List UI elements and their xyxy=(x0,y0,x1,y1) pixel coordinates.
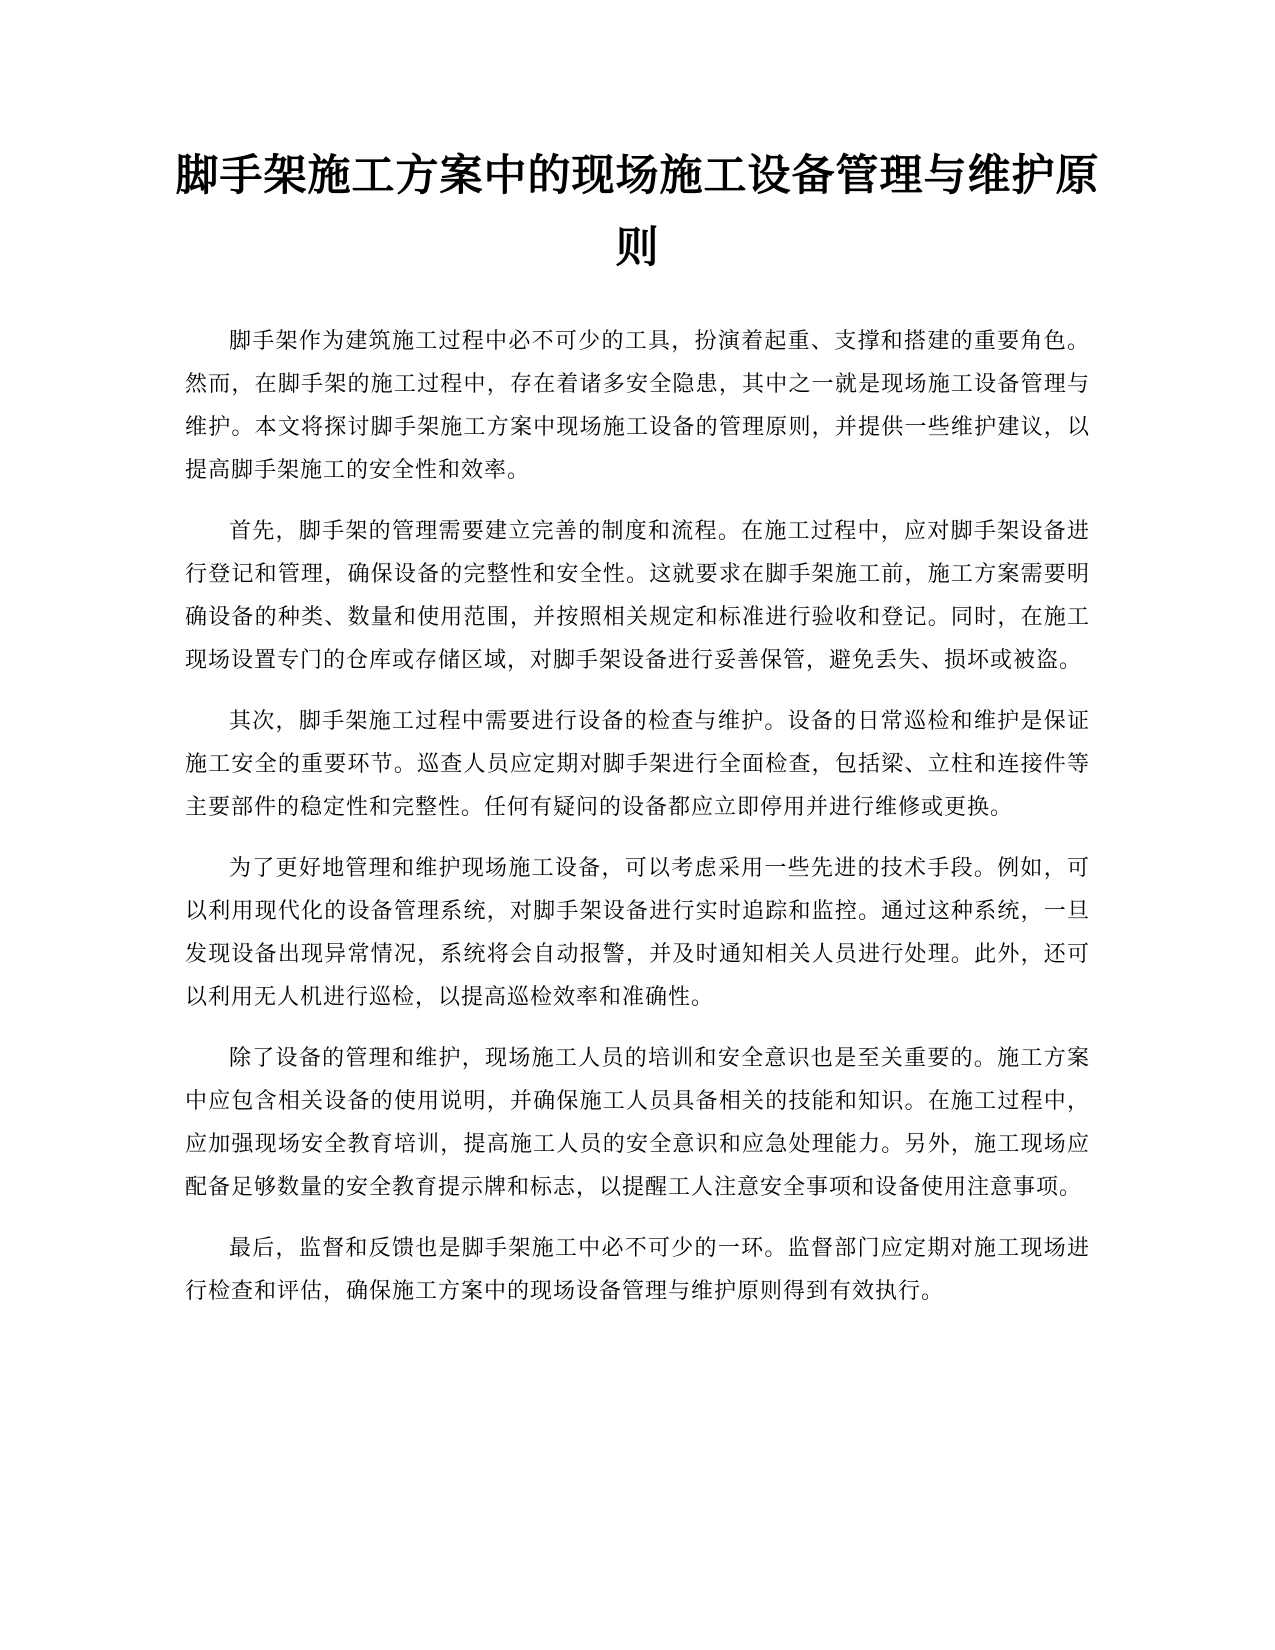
paragraph-6: 最后，监督和反馈也是脚手架施工中必不可少的一环。监督部门应定期对施工现场进行检查和评估，确保施工方案中的现场设备管理与维护原则得到有效执行。 xyxy=(185,1236,1090,1304)
paragraph-5: 除了设备的管理和维护，现场施工人员的培训和安全意识也是至关重要的。施工方案中应包含相关设备的使用说明，并确保施工人员具备相关的技能和知识。在施工过程中，应加强现场安全教育培训，提高施工人员的安全意识和应急处理能力。另外，施工现场应配备足够数量的安全教育提示牌和标志，以提醒工人注意安全事项和设备使用注意事项。 xyxy=(185,1046,1090,1200)
paragraph-3: 其次，脚手架施工过程中需要进行设备的检查与维护。设备的日常巡检和维护是保证施工安全的重要环节。巡查人员应定期对脚手架进行全面检查，包括梁、立柱和连接件等主要部件的稳定性和完整性。任何有疑问的设备都应立即停用并进行维修或更换。 xyxy=(185,709,1090,820)
paragraph-4: 为了更好地管理和维护现场施工设备，可以考虑采用一些先进的技术手段。例如，可以利用现代化的设备管理系统，对脚手架设备进行实时追踪和监控。通过这种系统，一旦发现设备出现异常情况，系统将会自动报警，并及时通知相关人员进行处理。此外，还可以利用无人机进行巡检，以提高巡检效率和准确性。 xyxy=(185,856,1090,1010)
document-title: 脚手架施工方案中的现场施工设备管理与维护原则 xyxy=(175,151,1100,273)
paragraph-2: 首先，脚手架的管理需要建立完善的制度和流程。在施工过程中，应对脚手架设备进行登记和管理，确保设备的完整性和安全性。这就要求在脚手架施工前，施工方案需要明确设备的种类、数量和使用范围，并按照相关规定和标准进行验收和登记。同时，在施工现场设置专门的仓库或存储区域，对脚手架设备进行妥善保管，避免丢失、损坏或被盗。 xyxy=(185,519,1090,673)
paragraph-1: 脚手架作为建筑施工过程中必不可少的工具，扮演着起重、支撑和搭建的重要角色。然而，在脚手架的施工过程中，存在着诸多安全隐患，其中之一就是现场施工设备管理与维护。本文将探讨脚手架施工方案中现场施工设备的管理原则，并提供一些维护建议，以提高脚手架施工的安全性和效率。 xyxy=(185,329,1090,483)
document-body xyxy=(185,320,1090,1331)
